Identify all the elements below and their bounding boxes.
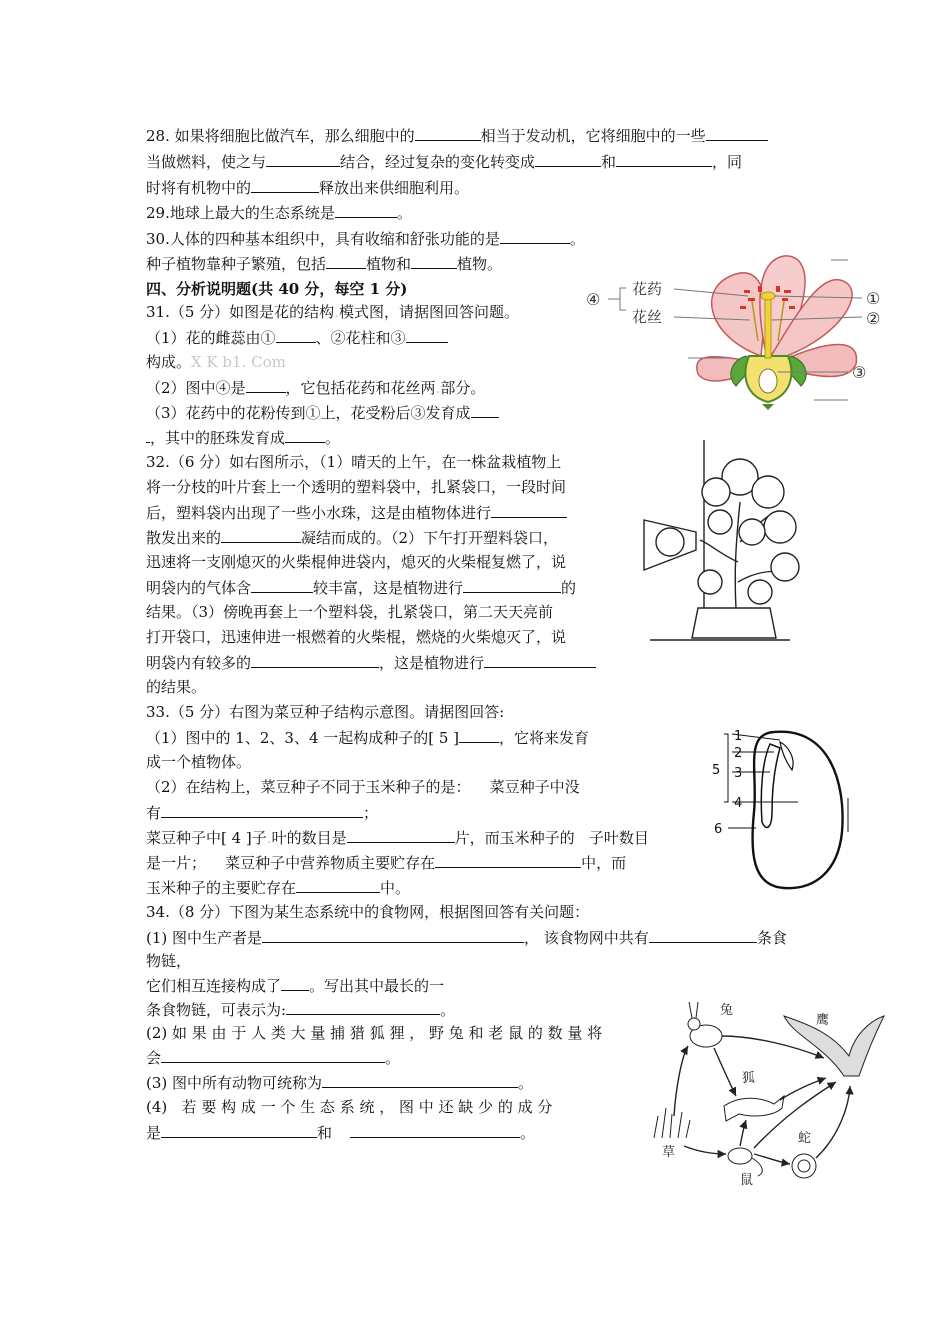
blank[interactable]: [161, 1123, 317, 1138]
q33-line-6: [146, 828, 649, 847]
label-1: ①: [866, 289, 881, 308]
num-3: 3: [734, 766, 743, 781]
q28-text: 时将有机物中的: [146, 179, 252, 197]
blank[interactable]: [161, 1048, 385, 1063]
q33-line-7: [146, 853, 626, 872]
q30-text: 。: [569, 230, 585, 248]
q31-text: ，它包括花药和花丝两: [285, 379, 436, 397]
q34-text: (1) 图中生产者是: [146, 929, 263, 947]
blank[interactable]: [251, 653, 379, 668]
q31-text: （1）花的雌蕊由①: [146, 329, 276, 347]
q34-text: 。: [440, 1001, 456, 1019]
q34-line-5: [146, 1000, 455, 1019]
q33-dot: .: [266, 829, 272, 847]
num-6: 6: [714, 822, 723, 837]
q31-line-4: [146, 378, 485, 397]
blank[interactable]: [463, 578, 561, 593]
q33-line-2: [146, 728, 589, 747]
blank[interactable]: [415, 126, 481, 141]
q33-text: 中，而: [581, 854, 627, 872]
blank[interactable]: [435, 853, 581, 868]
fox-icon: [724, 1096, 784, 1121]
blank[interactable]: [471, 403, 499, 418]
num-1: 1: [734, 729, 743, 744]
blank[interactable]: [326, 254, 366, 269]
q33-text: 中。: [380, 879, 411, 897]
q31-line-2: [146, 328, 448, 347]
blank[interactable]: [484, 653, 596, 668]
blank[interactable]: [285, 428, 325, 443]
rabbit-icon: [688, 1002, 722, 1047]
q30-text: 种子植物靠种子繁殖，包括: [146, 255, 327, 273]
receptacle: [762, 404, 774, 410]
q33-line-1: 33.（5 分）右图为菜豆种子结构示意图。请据图回答:: [146, 703, 505, 721]
q34-line-7: [146, 1048, 400, 1067]
q31-line-1: [146, 303, 519, 321]
q32-line-10: 的结果。: [146, 678, 207, 696]
q28-text: 28. 如果将细胞比做汽车，那么细胞中的: [146, 127, 415, 145]
q32-text: 明袋内有较多的: [146, 654, 252, 672]
q33-line-4: （2）在结构上，菜豆种子不同于玉米种子的是： 菜豆种子中没: [146, 778, 580, 796]
q33-text: 叶的数目是: [271, 829, 347, 847]
q28-line-2: [146, 152, 742, 171]
blank[interactable]: [500, 229, 570, 244]
q29-text: 29.地球上最大的生态系统是: [146, 204, 335, 222]
blank[interactable]: [266, 152, 340, 167]
watermark: X K b1. Com: [191, 353, 286, 371]
label-3: ③: [852, 363, 867, 382]
q32-line-3: [146, 503, 567, 522]
q31-line-5: [146, 403, 499, 422]
q34-line-6: (2) 如 果 由 于 人 类 大 量 捕 猎 狐 狸 ， 野 兔 和 老 鼠 的 数 量 将: [146, 1024, 603, 1042]
q28-line-1: [146, 126, 768, 145]
q32-text: 较丰富，这是植物进行: [313, 579, 464, 597]
blank[interactable]: [296, 878, 380, 893]
q28-text: 相当于发动机，它将细胞中的一些: [480, 127, 706, 145]
q28-text: 释放出来供细胞利用。: [319, 179, 470, 197]
q34-line-9: (4) 若 要 构 成 一 个 生 态 系 统 ， 图 中 还 缺 少 的 成 分: [146, 1098, 553, 1116]
q34-line-10: [146, 1123, 535, 1142]
q31-text: ，其中的胚珠发育成: [150, 429, 286, 447]
q31-dot: .: [435, 379, 441, 397]
num-4: 4: [734, 796, 743, 811]
q34-text: 和: [317, 1124, 333, 1142]
q28-text: 当做燃料，使之与: [146, 153, 267, 171]
q34-text: 它们相互连接构成了: [146, 977, 282, 995]
blank[interactable]: [246, 378, 286, 393]
q28-text: ，同: [712, 153, 743, 171]
blank[interactable]: [406, 328, 448, 343]
label-fox: 狐: [742, 1071, 756, 1086]
blank[interactable]: [251, 578, 313, 593]
num-2: 2: [734, 746, 743, 761]
q32-line-1: 32.（6 分）如右图所示，（1）晴天的上午，在一株盆栽植物上: [146, 453, 562, 471]
q30-line-2: [146, 254, 502, 273]
q34-line-8: [146, 1073, 533, 1092]
q33-text: 菜豆种子中[ 4 ]子: [146, 829, 267, 847]
q33-text: 玉米种子的主要贮存在: [146, 879, 297, 897]
q34-text: (3) 图中所有动物可统称为: [146, 1074, 323, 1092]
q32-text: 明袋内的气体含: [146, 579, 252, 597]
q34-text: 。: [518, 1074, 534, 1092]
q28-line-3: [146, 178, 469, 197]
blank[interactable]: [535, 152, 601, 167]
label-anther: 花药: [632, 280, 663, 298]
blank[interactable]: [251, 178, 319, 193]
q30-text: 30.人体的四种基本组织中，具有收缩和舒张功能的是: [146, 230, 500, 248]
q31-text: （3）花药中的花粉传到①上，花受粉后③发育成: [146, 404, 471, 422]
q28-text: 和: [601, 153, 617, 171]
label-rabbit: 兔: [720, 1003, 734, 1018]
q33-text: 是一片； 菜豆种子中营养物质主要贮存在: [146, 854, 436, 872]
potted-plant-diagram: [640, 432, 802, 654]
blank[interactable]: [276, 328, 316, 343]
q34-text: 。写出其中最长的一: [309, 977, 445, 995]
q32-line-9: [146, 653, 596, 672]
blank[interactable]: [262, 928, 524, 943]
label-grass: 草: [662, 1145, 676, 1160]
q28-text: 结合，经过复杂的变化转变成: [340, 153, 536, 171]
label-2: ②: [866, 309, 881, 328]
label-filament: 花丝: [632, 308, 663, 326]
q34-text: 是: [146, 1124, 162, 1142]
food-web-diagram: [644, 996, 890, 1188]
q33-text: 有: [146, 804, 162, 822]
ovule: [759, 369, 777, 393]
q34-text: 条食物链，可表示为:: [146, 1001, 287, 1019]
blank[interactable]: [281, 976, 309, 991]
num-5: 5: [712, 763, 721, 778]
flower-diagram: [586, 246, 906, 412]
q31-line-3: [146, 353, 286, 371]
label-snake: 蛇: [798, 1131, 812, 1146]
q30-text: 植物。: [457, 255, 503, 273]
mouse-icon: [728, 1148, 762, 1176]
q32-text: ，这是植物进行: [379, 654, 485, 672]
q34-line-1: 34.（8 分）下图为某生态系统中的食物网，根据图回答有关问题：: [146, 903, 590, 921]
grass-icon: [654, 1108, 690, 1138]
q29-line: [146, 203, 412, 222]
q32-line-5: 迅速将一支刚熄灭的火柴棍伸进袋内，熄灭的火柴棍复燃了，说: [146, 553, 567, 571]
blank[interactable]: [706, 126, 768, 141]
q31-text: 部分。: [440, 379, 486, 397]
q32-line-4: [146, 528, 558, 547]
q32-line-2: 将一分枝的叶片套上一个透明的塑料袋中，扎紧袋口，一段时间: [146, 478, 567, 496]
q32-text: 凝结而成的。（2）下午打开塑料袋口，: [301, 529, 559, 547]
q32-line-8: 打开袋口，迅速伸进一根燃着的火柴棍，燃烧的火柴熄灭了，说: [146, 628, 567, 646]
section-title: 四、分析说明题(共 40 分，每空 1 分): [146, 280, 408, 298]
q33-text: ，它将来发育: [499, 729, 590, 747]
q31-text: 。: [325, 429, 341, 447]
blank[interactable]: [221, 528, 301, 543]
q31-text: 31.（5 分）如图是花的结构: [146, 303, 335, 321]
q34-line-2: [146, 928, 787, 947]
blank[interactable]: [411, 254, 457, 269]
q34-line-4: [146, 976, 444, 995]
label-eagle: 鹰: [816, 1013, 830, 1028]
plant-leaves: [656, 459, 799, 604]
stigma: [761, 292, 775, 300]
q29-text: 。: [396, 204, 412, 222]
blank[interactable]: [459, 728, 499, 743]
q34-text: ， 该食物网中共有: [524, 929, 649, 947]
blank[interactable]: [649, 928, 757, 943]
q33-line-8: [146, 878, 410, 897]
blank[interactable]: [335, 203, 397, 218]
style: [765, 298, 771, 358]
flower-pot: [692, 608, 776, 638]
q34-text: 会: [146, 1049, 162, 1067]
q32-line-7: 结果。（3）傍晚再套上一个塑料袋，扎紧袋口，第二天天亮前: [146, 603, 554, 621]
q33-line-3: 成一个植物体。: [146, 753, 252, 771]
blank[interactable]: [616, 152, 712, 167]
snake-icon: [792, 1154, 816, 1178]
blank[interactable]: [491, 503, 567, 518]
q31-text: 构成。: [146, 353, 192, 371]
q32-text: 后，塑料袋内出现了一些小水珠，这是由植物体进行: [146, 504, 492, 522]
label-4: ④: [586, 290, 601, 309]
q34-text: 条食: [756, 929, 787, 947]
blank[interactable]: [322, 1073, 518, 1088]
eagle-icon: [784, 1016, 884, 1076]
blank[interactable]: [286, 1000, 440, 1015]
q34-line-3: 物链，: [146, 952, 192, 970]
q32-line-6: [146, 578, 576, 597]
q31-dot: .: [334, 303, 339, 321]
q32-text: 散发出来的: [146, 529, 222, 547]
q31-text: （2）图中④是: [146, 379, 246, 397]
q34-text: 。: [385, 1049, 401, 1067]
blank[interactable]: [347, 828, 455, 843]
blank[interactable]: [161, 803, 363, 818]
q34-text: 。: [520, 1124, 536, 1142]
q33-line-5: [146, 803, 378, 822]
q33-text: ；: [363, 804, 379, 822]
q31-text: 模式图，请据图回答问题。: [338, 303, 519, 321]
q33-text: 片，而玉米种子的 子叶数目: [454, 829, 649, 847]
q31-text: 、②花柱和③: [315, 329, 406, 347]
q31-line-6: [146, 428, 340, 447]
q33-text: （1）图中的 1、2、3、4 一起构成种子的[ 5 ]: [146, 729, 460, 747]
blank[interactable]: [350, 1123, 520, 1138]
label-mouse: 鼠: [740, 1173, 754, 1188]
q32-text: 的: [561, 579, 577, 597]
bean-seed-diagram: [704, 722, 854, 896]
q30-line-1: [146, 229, 585, 248]
q30-text: 植物和: [366, 255, 412, 273]
